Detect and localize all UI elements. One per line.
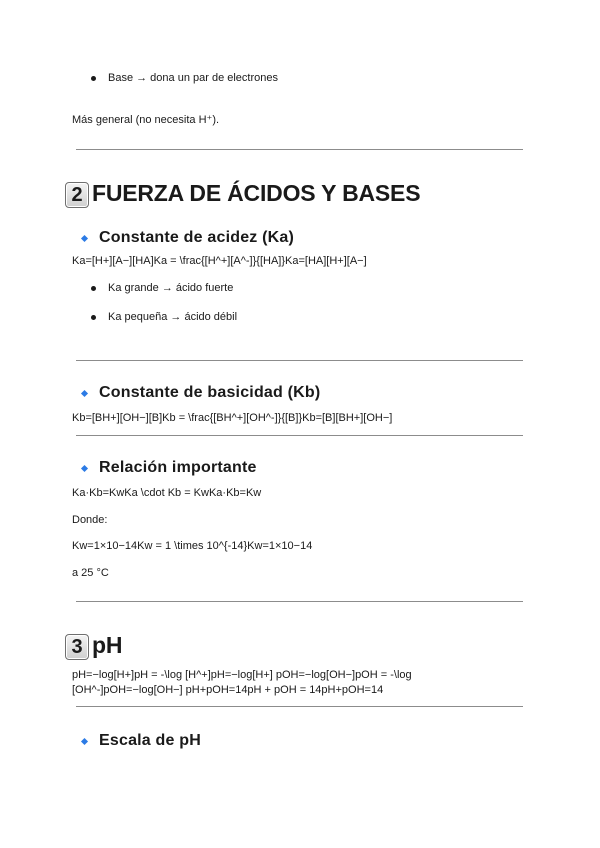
divider	[76, 149, 523, 150]
ka-bullet-weak: Ka pequeña → ácido débil	[108, 311, 238, 323]
subsection-heading-kb: Constante de basicidad (Kb)	[99, 384, 321, 401]
bullet-dot-icon	[91, 76, 96, 81]
temperature-note: a 25 °C	[72, 567, 109, 579]
diamond-icon	[81, 465, 88, 472]
section-number-badge: 3	[65, 634, 89, 660]
subsection-heading-ka: Constante de acidez (Ka)	[99, 229, 295, 246]
divider	[76, 360, 523, 361]
divider	[76, 706, 523, 707]
general-note: Más general (no necesita H⁺).	[72, 114, 220, 126]
bullet-base-text: Base → dona un par de electrones	[108, 72, 279, 84]
bullet-dot-icon	[91, 315, 96, 320]
relation-formula: Ka·Kb=KwKa \cdot Kb = KwKa·Kb=Kw	[72, 487, 262, 499]
kw-formula: Kw=1×10−14Kw = 1 \times 10^{-14}Kw=1×10−14	[72, 540, 313, 552]
diamond-icon	[81, 738, 88, 745]
subsection-heading-scale: Escala de pH	[99, 732, 202, 749]
bullet-dot-icon	[91, 286, 96, 291]
subsection-heading-relation: Relación importante	[99, 459, 257, 476]
ka-bullet-strong: Ka grande → ácido fuerte	[108, 282, 234, 294]
kb-formula: Kb=[BH+][OH−][B]Kb = \frac{[BH^+][OH^-]}{[B]}Kb=[B][BH+][OH−]	[72, 412, 393, 424]
section-title: FUERZA DE ÁCIDOS Y BASES	[92, 180, 421, 206]
ph-formula-line1: pH=−log[H+]pH = -\log [H^+]pH=−log[H+] pOH=−log[OH−]pOH = -\log	[72, 669, 412, 681]
diamond-icon	[81, 235, 88, 242]
donde-text: Donde:	[72, 514, 108, 526]
ka-formula: Ka=[H+][A−][HA]Ka = \frac{[H^+][A^-]}{[HA]}Ka=[HA][H+][A−]	[72, 255, 367, 267]
ph-formula-line2: [OH^-]pOH=−log[OH−] pH+pOH=14pH + pOH = 14pH+pOH=14	[72, 684, 384, 696]
section-title-ph: pH	[92, 632, 123, 658]
section-number-badge: 2	[65, 182, 89, 208]
divider	[76, 601, 523, 602]
divider	[76, 435, 523, 436]
diamond-icon	[81, 390, 88, 397]
